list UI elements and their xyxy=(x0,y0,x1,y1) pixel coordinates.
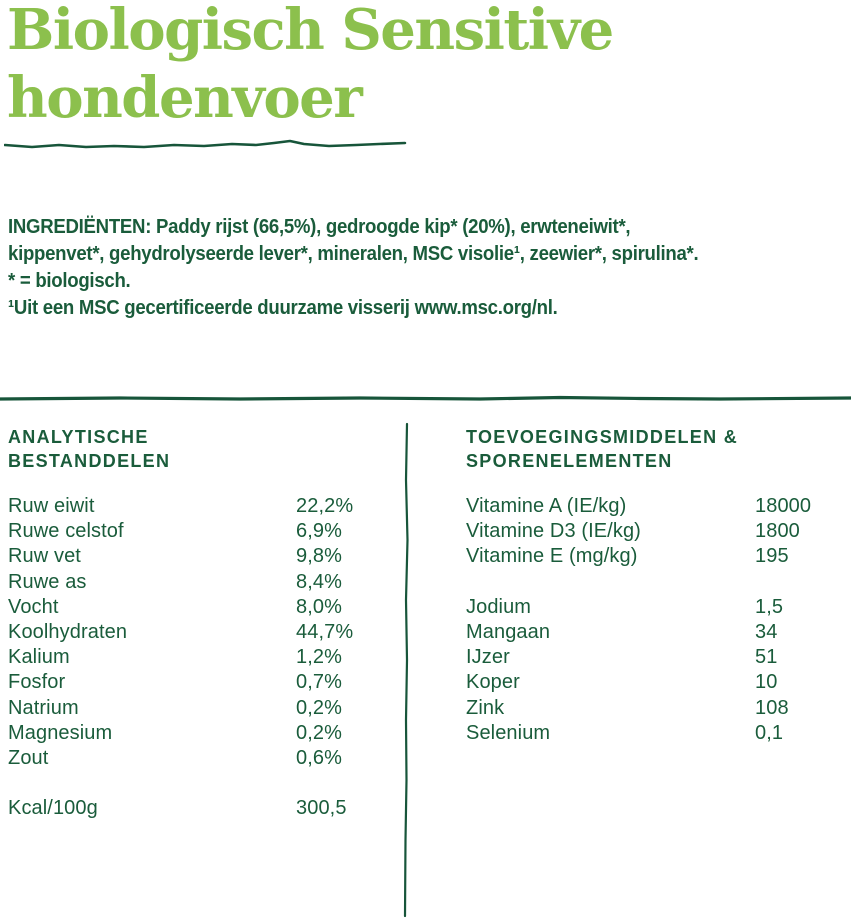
table-row xyxy=(466,696,846,721)
table-row xyxy=(8,519,393,544)
section-divider-line xyxy=(0,394,851,404)
table-group-gap xyxy=(466,570,846,595)
analytical-components-heading xyxy=(8,425,393,473)
nutrient-value: 9,8% xyxy=(296,545,342,568)
mineral-label: Koper xyxy=(466,671,520,694)
table-row xyxy=(8,721,393,746)
page-title-line2: hondenvoer xyxy=(7,65,362,131)
nutrient-label: Natrium xyxy=(8,696,79,719)
nutrient-label: Vocht xyxy=(8,595,59,618)
mineral-label: Mangaan xyxy=(466,620,551,643)
table-group-gap xyxy=(8,771,393,796)
mineral-label: Jodium xyxy=(466,595,532,618)
nutrient-value: 8,4% xyxy=(296,570,342,593)
vitamin-value: 195 xyxy=(755,545,789,568)
table-row xyxy=(466,620,846,645)
table-row xyxy=(8,645,393,670)
table-row xyxy=(8,570,393,595)
nutrient-label: Magnesium xyxy=(8,721,113,744)
vitamin-value: 1800 xyxy=(755,520,800,543)
nutrient-label: Ruw eiwit xyxy=(8,495,95,517)
additives-heading xyxy=(466,425,846,473)
mineral-value: 1,5 xyxy=(755,595,784,618)
additives-trace-elements-section xyxy=(466,425,846,746)
table-row xyxy=(8,595,393,620)
table-row xyxy=(466,721,846,746)
nutrient-label: Zout xyxy=(8,746,49,769)
ingredients-line-4: ¹Uit een MSC gecertificeerde duurzame visserij www.msc.org/nl. xyxy=(8,297,558,319)
nutrient-label: Koolhydraten xyxy=(8,620,128,643)
table-row xyxy=(8,670,393,695)
table-row xyxy=(466,544,846,569)
mineral-value: 108 xyxy=(755,696,789,719)
nutrient-value: 6,9% xyxy=(296,520,342,543)
vitamin-label: Vitamine D3 (IE/kg) xyxy=(466,520,641,543)
nutrient-label: Kcal/100g xyxy=(8,797,98,820)
ingredients-line-2: kippenvet*, gehydrolyseerde lever*, mineralen, MSC visolie¹, zeewier*, spirulina*. xyxy=(8,243,699,265)
title-underline-squiggle xyxy=(4,136,408,152)
kcal-row xyxy=(8,796,393,821)
table-row xyxy=(8,696,393,721)
nutrient-value: 0,2% xyxy=(296,721,342,744)
column-divider-line xyxy=(400,420,412,920)
analytical-components-table xyxy=(8,494,393,821)
nutrient-label: Ruw vet xyxy=(8,545,81,568)
analytical-components-section xyxy=(8,425,393,821)
mineral-value: 34 xyxy=(755,620,778,643)
mineral-value: 10 xyxy=(755,671,778,694)
additives-heading-line1: TOEVOEGINGSMIDDELEN & xyxy=(466,427,738,447)
additives-heading-line2: SPORENELEMENTEN xyxy=(466,451,673,471)
vitamin-label: Vitamine E (mg/kg) xyxy=(466,545,638,568)
table-row xyxy=(466,670,846,695)
vitamin-label: Vitamine A (IE/kg) xyxy=(466,495,627,517)
nutrient-label: Kalium xyxy=(8,646,70,669)
mineral-label: Selenium xyxy=(466,721,551,744)
mineral-value: 51 xyxy=(755,646,778,669)
mineral-label: Zink xyxy=(466,696,505,719)
nutrient-value: 0,2% xyxy=(296,696,342,719)
table-row xyxy=(8,494,393,519)
ingredients-line-3: * = biologisch. xyxy=(8,270,131,292)
table-row xyxy=(466,645,846,670)
mineral-label: IJzer xyxy=(466,646,510,669)
nutrient-label: Ruwe celstof xyxy=(8,520,124,543)
table-row xyxy=(8,544,393,569)
additives-table xyxy=(466,494,846,746)
page-title xyxy=(7,0,613,132)
nutrient-value: 8,0% xyxy=(296,595,342,618)
nutrient-value: 1,2% xyxy=(296,646,342,669)
table-row xyxy=(466,494,846,519)
ingredients-line-1: INGREDIËNTEN: Paddy rijst (66,5%), gedroogde kip* (20%), erwteneiwit*, xyxy=(8,216,631,238)
mineral-value: 0,1 xyxy=(755,721,784,744)
nutrient-value: 22,2% xyxy=(296,495,354,517)
nutrient-label: Fosfor xyxy=(8,671,66,694)
nutrient-value: 300,5 xyxy=(296,797,347,820)
table-row xyxy=(466,595,846,620)
table-row xyxy=(466,519,846,544)
nutrient-label: Ruwe as xyxy=(8,570,87,593)
table-row xyxy=(8,746,393,771)
ingredients-paragraph xyxy=(8,214,698,322)
nutrient-value: 44,7% xyxy=(296,620,354,643)
nutrient-value: 0,7% xyxy=(296,671,342,694)
analytical-heading-line2: BESTANDDELEN xyxy=(8,451,171,471)
table-row xyxy=(8,620,393,645)
nutrient-value: 0,6% xyxy=(296,746,342,769)
page-title-line1: Biologisch Sensitive xyxy=(7,0,613,63)
vitamin-value: 18000 xyxy=(755,495,812,517)
analytical-heading-line1: ANALYTISCHE xyxy=(8,427,149,447)
